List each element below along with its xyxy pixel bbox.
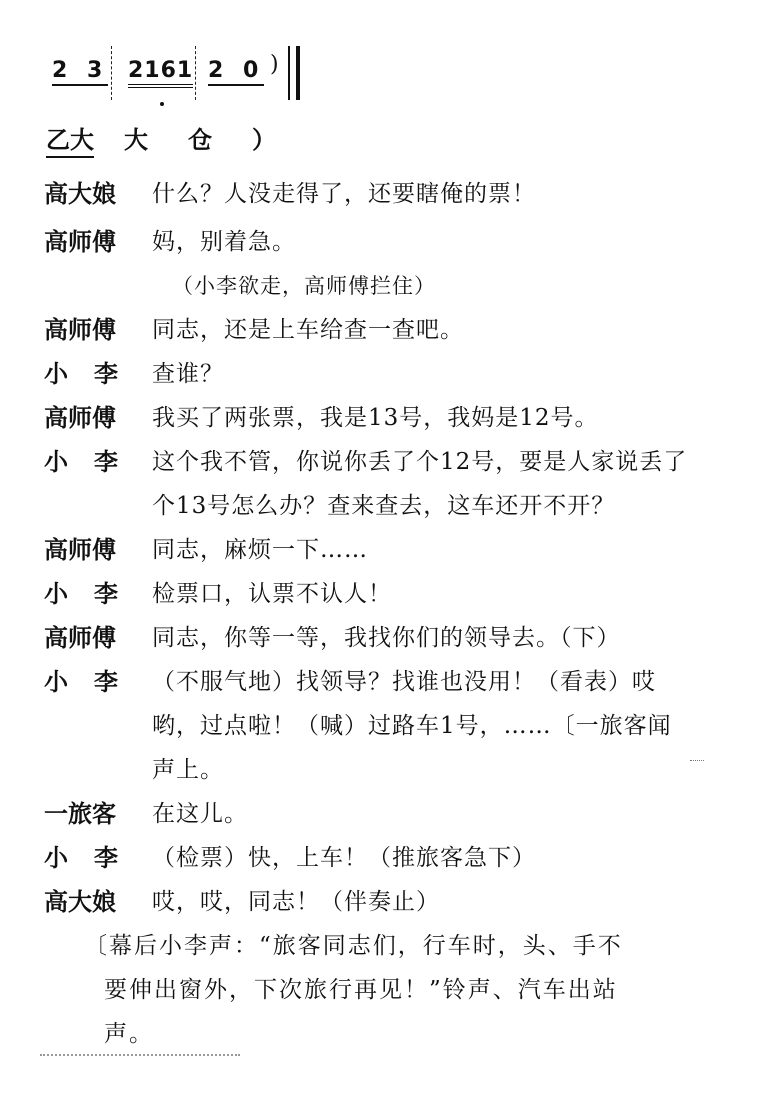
dialogue-line: 同志，你等一等，我找你们的领导去。（下） bbox=[152, 625, 621, 651]
speaker-name: 高师傅 bbox=[44, 535, 116, 564]
dialogue-line: 个13号怎么办？查来查去，这车还开不开？ bbox=[152, 493, 616, 519]
speaker-name: 小李 bbox=[44, 843, 144, 872]
end-bar-line bbox=[288, 46, 290, 100]
notation-segment: 2 0 bbox=[208, 58, 264, 86]
dialogue-line: （不服气地）找领导？找谁也没用！（看表）哎 bbox=[152, 669, 656, 695]
speaker-name: 高大娘 bbox=[44, 887, 116, 916]
dialogue-line: 我买了两张票，我是13号，我妈是12号。 bbox=[152, 405, 599, 431]
notation-segment: 2161 bbox=[128, 58, 193, 88]
dialogue-line: 哎，哎，同志！（伴奏止） bbox=[152, 889, 440, 915]
notation-segment: 2 3 bbox=[52, 58, 108, 86]
dialogue-line: 同志，麻烦一下…… bbox=[152, 537, 368, 563]
dialogue-line: （检票）快，上车！（推旅客急下） bbox=[152, 845, 536, 871]
stage-direction-line: 要伸出窗外，下次旅行再见！”铃声、汽车出站 bbox=[104, 977, 618, 1003]
stage-direction-line: 〔幕后小李声：“旅客同志们，行车时，头、手不 bbox=[84, 933, 623, 959]
speaker-name: 高师傅 bbox=[44, 623, 116, 652]
speaker-name: 小李 bbox=[44, 359, 144, 388]
percussion-close: ） bbox=[252, 125, 276, 154]
dialogue-line: 同志，还是上车给查一查吧。 bbox=[152, 317, 464, 343]
octave-dot bbox=[160, 102, 164, 106]
stage-direction: （小李欲走，高师傅拦住） bbox=[172, 274, 436, 298]
dialogue-line: 妈，别着急。 bbox=[152, 229, 296, 255]
dialogue-line: 查谁？ bbox=[152, 361, 224, 387]
percussion-label: 乙大 bbox=[46, 124, 94, 158]
final-stage-direction bbox=[84, 924, 724, 1056]
dialogue-line: 这个我不管，你说你丢了个12号，要是人家说丢了 bbox=[152, 449, 688, 475]
speaker-name: 小李 bbox=[44, 447, 144, 476]
speaker-name: 高大娘 bbox=[44, 179, 116, 208]
dialogue-line: 什么？人没走得了，还要瞎俺的票！ bbox=[152, 181, 536, 207]
percussion-word: 仓 bbox=[188, 125, 212, 154]
notation-close-paren: ) bbox=[270, 52, 279, 77]
end-bar-line bbox=[296, 46, 300, 100]
dialogue-line: 在这儿。 bbox=[152, 801, 248, 827]
speaker-name: 高师傅 bbox=[44, 227, 116, 256]
dialogue-line: 哟，过点啦！（喊）过路车1号，……〔一旅客闻 bbox=[152, 713, 672, 739]
percussion-line bbox=[46, 124, 276, 158]
bar-line bbox=[195, 46, 196, 100]
dialogue-line: 检票口，认票不认人！ bbox=[152, 581, 392, 607]
scan-artifact bbox=[40, 1054, 240, 1058]
speaker-name: 高师傅 bbox=[44, 403, 116, 432]
speaker-name: 高师傅 bbox=[44, 315, 116, 344]
scan-artifact bbox=[690, 760, 704, 761]
speaker-name: 一旅客 bbox=[44, 799, 116, 828]
stage-direction-line: 声。 bbox=[104, 1021, 154, 1047]
speaker-name: 小李 bbox=[44, 667, 144, 696]
percussion-word: 大 bbox=[124, 125, 148, 154]
bar-line bbox=[111, 46, 112, 100]
dialogue-line: 声上。 bbox=[152, 757, 224, 783]
speaker-name: 小李 bbox=[44, 579, 144, 608]
music-notation bbox=[48, 44, 368, 104]
